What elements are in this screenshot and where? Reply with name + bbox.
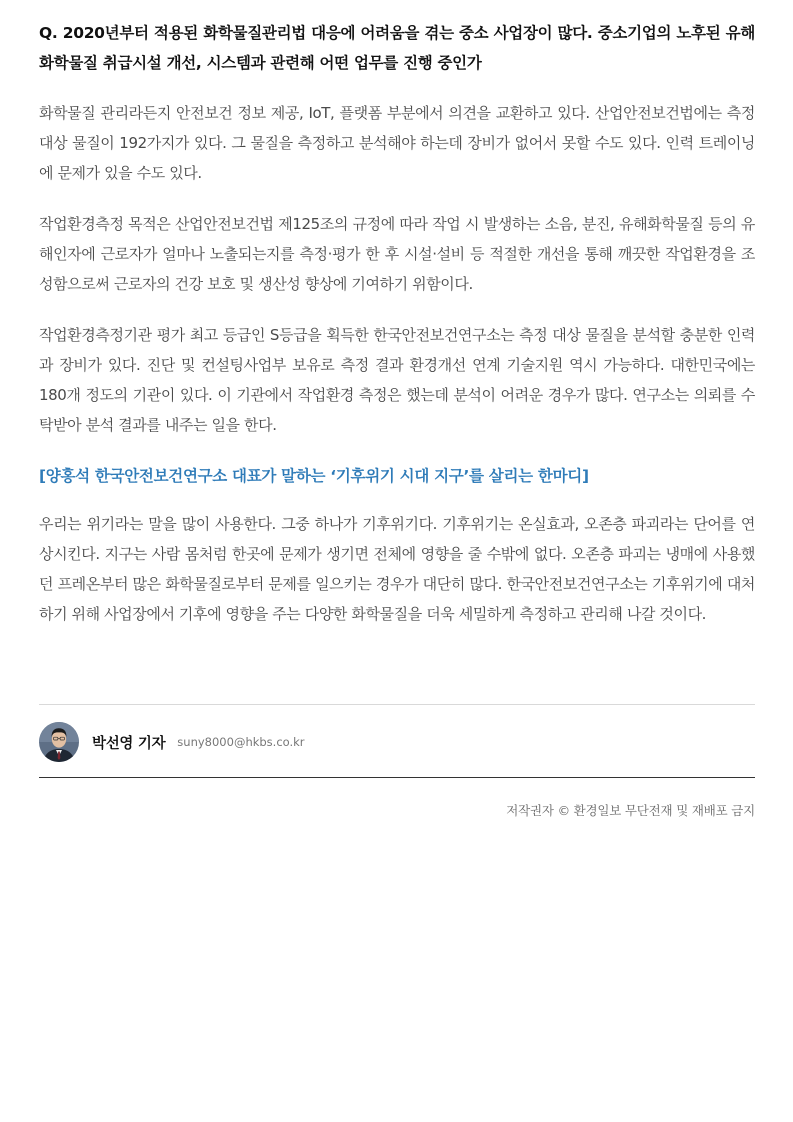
- answer-paragraph-3: 작업환경측정기관 평가 최고 등급인 S등급을 획득한 한국안전보건연구소는 측정 대상 물질을 분석할 충분한 인력과 장비가 있다. 진단 및 컨설팅사업부 보유로 측정 결과 환경개선 연계 기술지원 역시 가능하다. 대한민국에는 180개 정도의 기관이 있다. 이 기관에서 작업환경 측정은 했는데 분석이 어려운 경우가 많다. 연구소는 의뢰를 수탁받아 분석 결과를 내주는 일을 한다.: [39, 326, 755, 434]
- reporter-photo-icon: [39, 722, 79, 762]
- answer-paragraph-1: 화학물질 관리라든지 안전보건 정보 제공, IoT, 플랫폼 부분에서 의견을 교환하고 있다. 산업안전보건법에는 측정 대상 물질이 192가지가 있다. 그 물질을 측정하고 분석해야 하는데 장비가 없어서 못할 수도 있다. 인력 트레이닝에 문제가 있을 수도 있다.: [39, 104, 755, 182]
- reporter-name[interactable]: 박선영 기자: [92, 735, 166, 752]
- reporter-byline: [39, 720, 755, 764]
- byline-divider-top: [39, 704, 755, 705]
- reporter-email[interactable]: suny8000@hkbs.co.kr: [177, 735, 305, 749]
- byline-divider-bottom: [39, 777, 755, 778]
- article-body: [39, 18, 755, 650]
- section-subheading: [양홍석 한국안전보건연구소 대표가 말하는 ‘기후위기 시대 지구’를 살리는 한마디]: [39, 467, 589, 485]
- closing-paragraph: 우리는 위기라는 말을 많이 사용한다. 그중 하나가 기후위기다. 기후위기는 온실효과, 오존층 파괴라는 단어를 연상시킨다. 지구는 사람 몸처럼 한곳에 문제가 생기면 전체에 영향을 줄 수밖에 없다. 오존층 파괴는 냉매에 사용했던 프레온부터 많은 화학물질로부터 문제를 일으키는 경우가 대단히 많다. 한국안전보건연구소는 기후위기에 대처하기 위해 사업장에서 기후에 영향을 주는 다양한 화학물질을 더욱 세밀하게 측정하고 관리해 나갈 것이다.: [39, 515, 755, 623]
- copyright-notice: 저작권자 © 환경일보 무단전재 및 재배포 금지: [506, 803, 755, 818]
- interview-question: Q. 2020년부터 적용된 화학물질관리법 대응에 어려움을 겪는 중소 사업장이 많다. 중소기업의 노후된 유해화학물질 취급시설 개선, 시스템과 관련해 어떤 업무를 진행 중인가: [39, 24, 755, 72]
- reporter-avatar[interactable]: [39, 722, 79, 762]
- answer-paragraph-2: 작업환경측정 목적은 산업안전보건법 제125조의 규정에 따라 작업 시 발생하는 소음, 분진, 유해화학물질 등의 유해인자에 근로자가 얼마나 노출되는지를 측정·평가 한 후 시설·설비 등 적절한 개선을 통해 깨끗한 작업환경을 조성함으로써 근로자의 건강 보호 및 생산성 향상에 기여하기 위함이다.: [39, 215, 755, 293]
